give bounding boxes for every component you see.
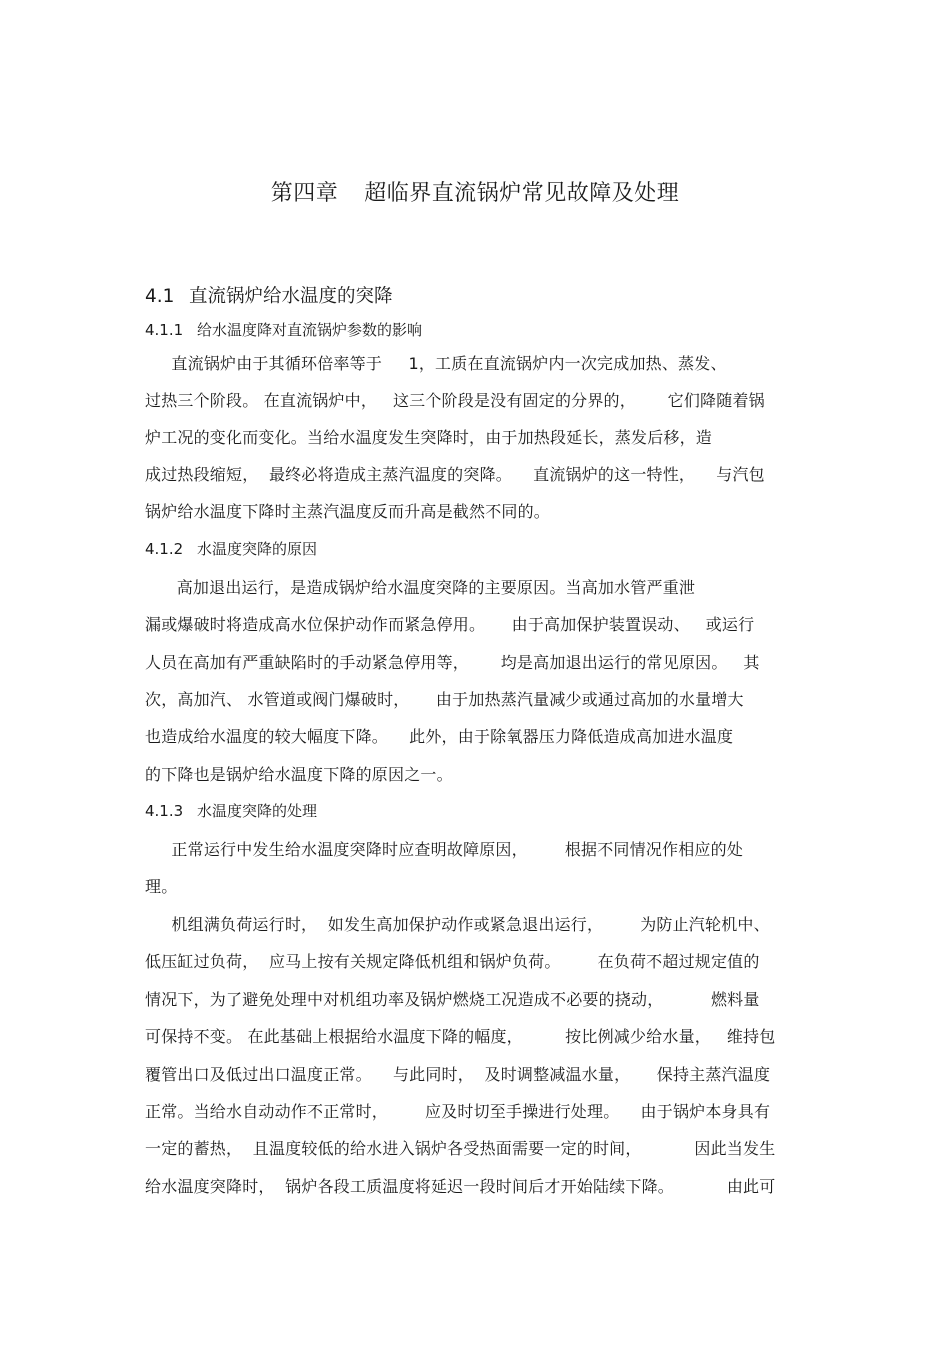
paragraph-line: 给水温度突降时， 锅炉各段工质温度将延迟一段时间后才开始陆续下降。 由此可 xyxy=(145,1177,776,1196)
paragraph-line: 的下降也是锅炉给水温度下降的原因之一。 xyxy=(145,765,453,784)
subsection-title: 给水温度降对直流锅炉参数的影响 xyxy=(197,321,423,339)
subsection-heading xyxy=(145,538,317,559)
paragraph-line: 成过热段缩短， 最终必将造成主蒸汽温度的突降。 直流锅炉的这一特性， 与汽包 xyxy=(145,465,765,484)
paragraph-line: 人员在高加有严重缺陷时的手动紧急停用等， 均是高加退出运行的常见原因。 其 xyxy=(145,653,760,672)
paragraph-line: 炉工况的变化而变化。当给水温度发生突降时，由于加热段延长，蒸发后移，造 xyxy=(145,428,713,447)
subsection-title: 水温度突降的原因 xyxy=(197,540,318,558)
paragraph-line: 高加退出运行，是造成锅炉给水温度突降的主要原因。当高加水管严重泄 xyxy=(145,578,696,597)
paragraph-line: 覆管出口及低过出口温度正常。 与此同时， 及时调整减温水量， 保持主蒸汽温度 xyxy=(145,1065,771,1084)
paragraph-line: 理。 xyxy=(145,877,178,896)
paragraph-line: 过热三个阶段。 在直流锅炉中， 这三个阶段是没有固定的分界的， 它们降随着锅 xyxy=(145,391,765,410)
paragraph-line: 也造成给水温度的较大幅度下降。 此外，由于除氧器压力降低造成高加进水温度 xyxy=(145,727,734,746)
paragraph-line: 锅炉给水温度下降时主蒸汽温度反而升高是截然不同的。 xyxy=(145,502,551,521)
paragraph-line: 机组满负荷运行时， 如发生高加保护动作或紧急退出运行， 为防止汽轮机中、 xyxy=(145,915,770,934)
paragraph-line: 直流锅炉由于其循环倍率等于 1，工质在直流锅炉内一次完成加热、蒸发、 xyxy=(145,354,727,373)
chapter-title xyxy=(0,176,950,207)
subsection-heading xyxy=(145,319,422,340)
section-number: 4.1 xyxy=(145,286,175,307)
paragraph-line: 情况下，为了避免处理中对机组功率及锅炉燃烧工况造成不必要的挠动， 燃料量 xyxy=(145,990,760,1009)
subsection-number: 4.1.1 xyxy=(145,321,184,339)
subsection-title: 水温度突降的处理 xyxy=(197,802,318,820)
subsection-number: 4.1.3 xyxy=(145,802,184,820)
paragraph-line: 漏或爆破时将造成高水位保护动作而紧急停用。 由于高加保护装置误动、 或运行 xyxy=(145,615,755,634)
paragraph-line: 低压缸过负荷， 应马上按有关规定降低机组和锅炉负荷。 在负荷不超过规定值的 xyxy=(145,952,760,971)
paragraph-line: 正常运行中发生给水温度突降时应查明故障原因， 根据不同情况作相应的处 xyxy=(145,840,744,859)
section-title: 直流锅炉给水温度的突降 xyxy=(189,286,393,307)
subsection-heading xyxy=(145,800,317,821)
paragraph-line: 可保持不变。 在此基础上根据给水温度下降的幅度， 按比例减少给水量， 维持包 xyxy=(145,1027,776,1046)
section-heading xyxy=(145,282,393,308)
chapter-number: 第四章 xyxy=(270,181,339,206)
subsection-number: 4.1.2 xyxy=(145,540,184,558)
paragraph-line: 次，高加汽、 水管道或阀门爆破时， 由于加热蒸汽量减少或通过高加的水量增大 xyxy=(145,690,744,709)
chapter-title-text: 超临界直流锅炉常见故障及处理 xyxy=(364,181,680,206)
paragraph-line: 一定的蓄热， 且温度较低的给水进入锅炉各受热面需要一定的时间， 因此当发生 xyxy=(145,1139,776,1158)
paragraph-line: 正常。当给水自动动作不正常时， 应及时切至手操进行处理。 由于锅炉本身具有 xyxy=(145,1102,771,1121)
